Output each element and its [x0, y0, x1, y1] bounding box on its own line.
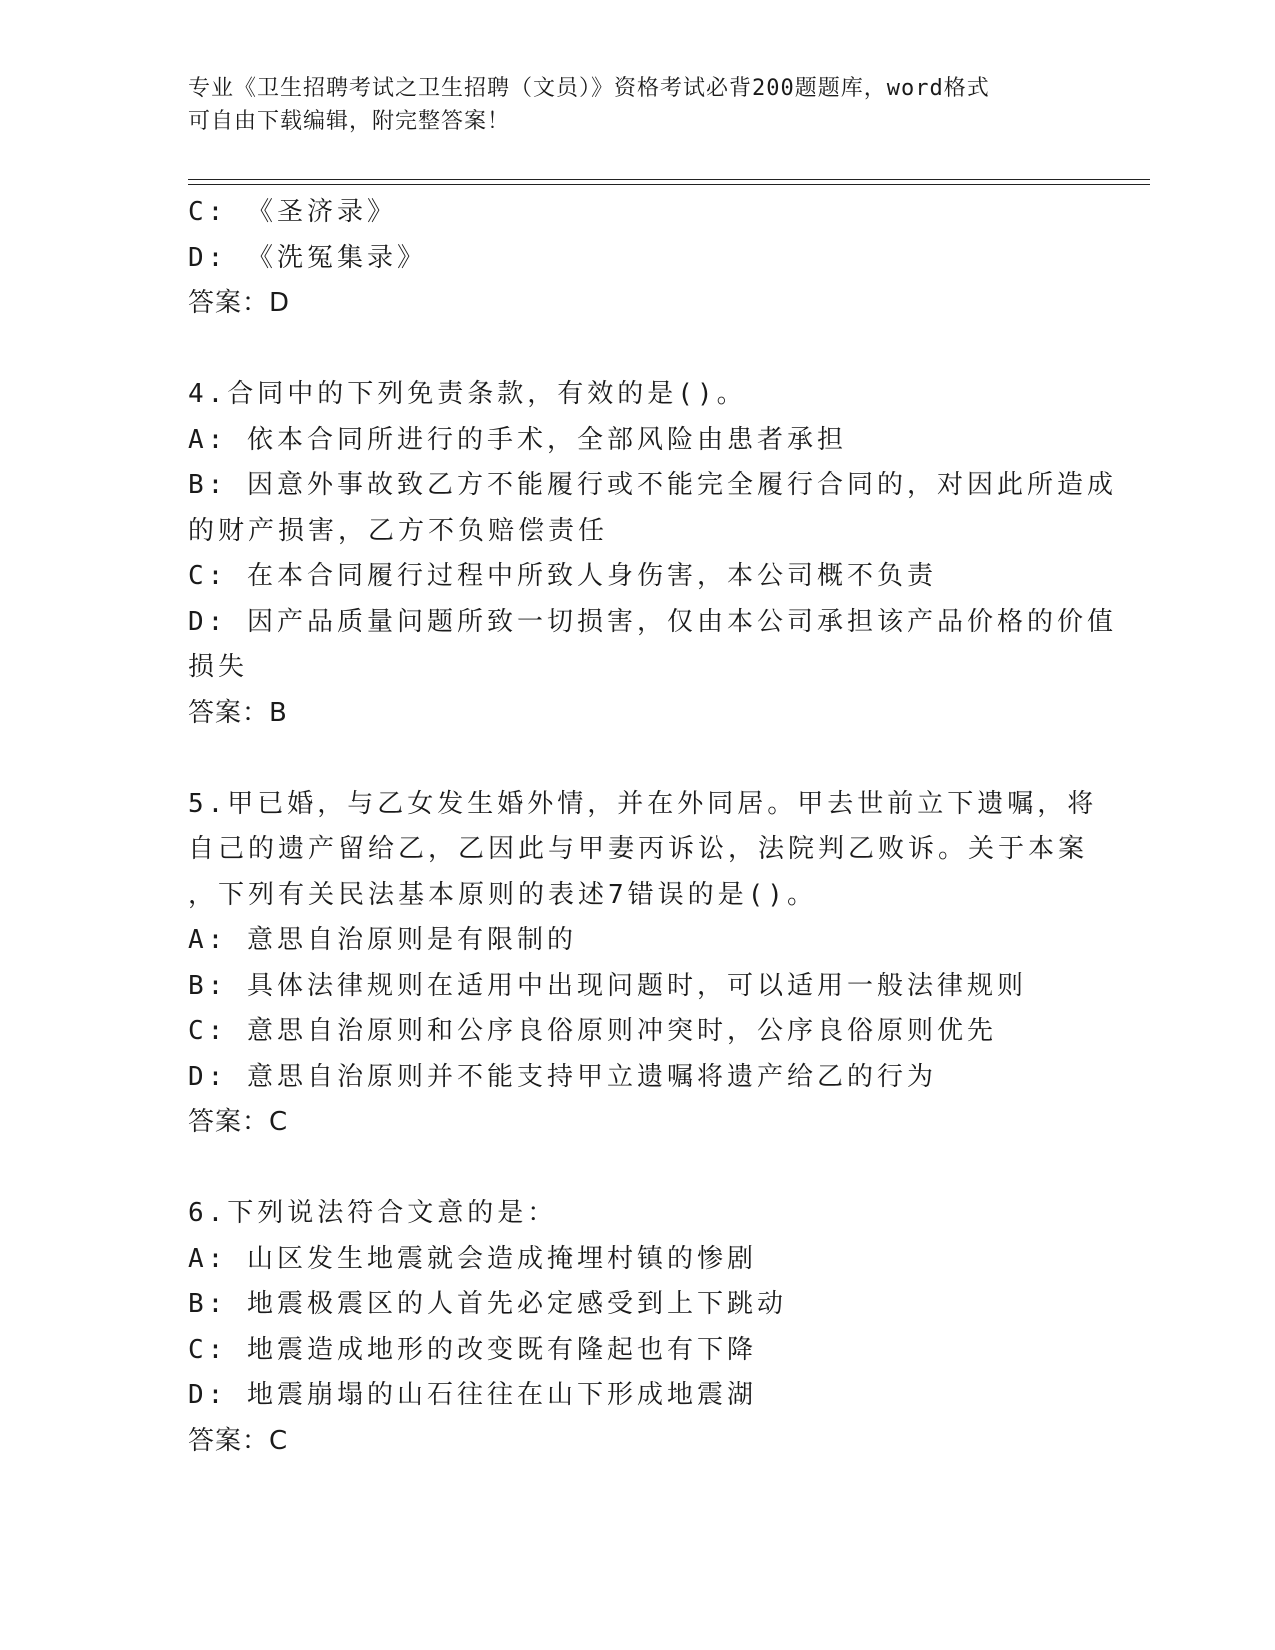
option-line: C: 意思自治原则和公序良俗原则冲突时，公序良俗原则优先 [188, 1016, 997, 1046]
question-list [188, 190, 1117, 1464]
option-line: D: 《洗冤集录》 [188, 242, 427, 273]
option-line: 损失 [188, 652, 249, 682]
spacer [188, 327, 1088, 373]
question-text: 6.下列说法符合文意的是： [188, 1198, 558, 1228]
option-line: A: 意思自治原则是有限制的 [188, 925, 577, 955]
answer-line: 答案：C [188, 1107, 289, 1137]
header-rule-bottom [188, 184, 1150, 185]
question-block [188, 782, 1098, 1146]
spacer [188, 1146, 1088, 1192]
question-text: 自己的遗产留给乙，乙因此与甲妻丙诉讼，法院判乙败诉。关于本案 [188, 834, 1089, 864]
question-text: ，下列有关民法基本原则的表述7错误的是()。 [188, 879, 817, 910]
option-line: D: 意思自治原则并不能支持甲立遗嘱将遗产给乙的行为 [188, 1061, 937, 1092]
option-line: A: 山区发生地震就会造成掩埋村镇的惨剧 [188, 1243, 757, 1274]
answer-line: 答案：C [188, 1425, 289, 1456]
header-line-2: 可自由下载编辑，附完整答案！ [188, 109, 511, 134]
option-line: D: 因产品质量问题所致一切损害，仅由本公司承担该产品价格的价值 [188, 606, 1117, 637]
option-line: C: 《圣济录》 [188, 197, 397, 227]
header-line-1: 专业《卫生招聘考试之卫生招聘（文员）》资格考试必背200题题库，word格式 [188, 76, 990, 101]
question-block [188, 372, 1117, 736]
document-header [188, 72, 1088, 138]
option-line: A: 依本合同所进行的手术，全部风险由患者承担 [188, 424, 847, 455]
option-line: 的财产损害，乙方不负赔偿责任 [188, 515, 609, 546]
answer-line: 答案：B [188, 697, 288, 728]
option-line: D: 地震崩塌的山石往往在山下形成地震湖 [188, 1380, 757, 1410]
option-line: C: 在本合同履行过程中所致人身伤害，本公司概不负责 [188, 561, 937, 591]
option-line: B: 因意外事故致乙方不能履行或不能完全履行合同的，对因此所造成 [188, 470, 1117, 500]
spacer [188, 736, 1088, 782]
answer-line: 答案：D [188, 288, 291, 318]
option-line: C: 地震造成地形的改变既有隆起也有下降 [188, 1334, 757, 1365]
header-rule-top [188, 179, 1150, 180]
question-text: 5.甲已婚，与乙女发生婚外情，并在外同居。甲去世前立下遗嘱，将 [188, 788, 1098, 819]
option-line: B: 地震极震区的人首先必定感受到上下跳动 [188, 1289, 787, 1319]
question-block [188, 190, 1088, 327]
option-line: B: 具体法律规则在适用中出现问题时，可以适用一般法律规则 [188, 970, 1027, 1001]
question-text: 4.合同中的下列免责条款，有效的是()。 [188, 379, 747, 409]
question-block [188, 1191, 1088, 1464]
